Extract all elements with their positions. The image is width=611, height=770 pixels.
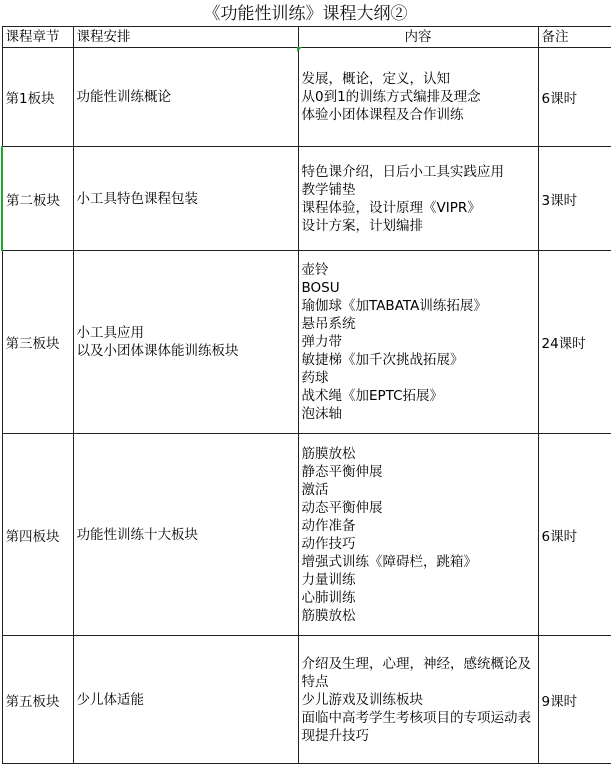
header-notes: 备注: [538, 27, 611, 48]
notes-cell: 6课时: [538, 48, 611, 147]
content-line: 药球: [301, 370, 329, 386]
chapter-cell: 第五板块: [2, 636, 73, 764]
content-line: 筋膜放松: [301, 607, 356, 624]
content-line: 面临中高考学生考核项目的专项运动表现提升技巧: [301, 709, 531, 744]
content-line: 设计方案，计划编排: [301, 217, 423, 234]
content-cell: [298, 636, 538, 764]
notes-cell: 9课时: [538, 636, 611, 764]
content-line: 课程体验，设计原理《VIPR》: [301, 199, 481, 216]
content-line: 动态平衡伸展: [301, 499, 383, 516]
arrangement-line: 少儿体适能: [76, 691, 144, 708]
arrangement-line: 功能性训练十大板块: [76, 526, 198, 543]
content-line: 敏捷梯《加千次挑战拓展》: [301, 352, 464, 368]
header-content: 内容: [298, 27, 538, 48]
content-line: 从0到1的训练方式编排及理念: [301, 89, 481, 105]
arrangement-cell: [73, 147, 298, 251]
content-line: 增强式训练《障碍栏，跳箱》: [301, 553, 477, 570]
arrangement-line: 小工具应用: [76, 325, 144, 341]
table-row: [2, 48, 611, 147]
content-line: 教学铺垫: [301, 181, 356, 198]
header-arrangement: 课程安排: [73, 27, 298, 48]
chapter-cell: 第三板块: [2, 251, 73, 434]
content-line: 泡沫轴: [301, 406, 342, 422]
notes-cell: 3课时: [538, 147, 611, 251]
content-line: 瑜伽球《加TABATA训练拓展》: [301, 298, 487, 314]
content-line: 激活: [301, 481, 329, 498]
arrangement-cell: [73, 636, 298, 764]
arrangement-cell: [73, 434, 298, 636]
document-title: 《功能性训练》课程大纲②: [203, 4, 408, 24]
content-line: 壶铃: [301, 262, 329, 278]
content-line: 筋膜放松: [301, 445, 356, 462]
notes-cell: 24课时: [538, 251, 611, 434]
content-line: 战术绳《加EPTC拓展》: [301, 388, 444, 404]
chapter-cell: 第1板块: [2, 48, 73, 147]
content-line: 体验小团体课程及合作训练: [301, 107, 464, 123]
arrangement-line: 功能性训练概论: [76, 89, 171, 105]
content-line: 心肺训练: [301, 589, 356, 606]
content-line: 力量训练: [301, 571, 356, 588]
content-cell: [298, 48, 538, 147]
header-row: [2, 27, 611, 48]
syllabus-table: [1, 26, 611, 764]
arrangement-line: 以及小团体课体能训练板块: [76, 343, 239, 359]
arrangement-cell: [73, 251, 298, 434]
chapter-cell: 第四板块: [2, 434, 73, 636]
table-row: [2, 251, 611, 434]
content-line: 发展，概论，定义，认知: [301, 71, 450, 87]
content-line: 动作准备: [301, 517, 356, 534]
content-line: 静态平衡伸展: [301, 463, 383, 480]
content-line: 弹力带: [301, 334, 342, 350]
content-line: 少儿游戏及训练板块: [301, 691, 423, 708]
table-row: [2, 147, 611, 251]
content-line: 动作技巧: [301, 535, 356, 552]
header-chapter: 课程章节: [2, 27, 73, 48]
chapter-cell: 第二板块: [2, 147, 73, 251]
arrangement-cell: [73, 48, 298, 147]
arrangement-line: 小工具特色课程包装: [76, 190, 198, 207]
content-line: 介绍及生理，心理，神经，感统概论及特点: [301, 655, 531, 690]
content-cell: [298, 434, 538, 636]
cell-comment-marker: [297, 47, 302, 52]
content-cell: [298, 147, 538, 251]
content-cell: [298, 251, 538, 434]
content-line: BOSU: [301, 280, 340, 296]
notes-cell: 6课时: [538, 434, 611, 636]
table-row: [2, 636, 611, 764]
content-line: 特色课介绍，日后小工具实践应用: [301, 163, 504, 180]
table-row: [2, 434, 611, 636]
content-line: 悬吊系统: [301, 316, 356, 332]
